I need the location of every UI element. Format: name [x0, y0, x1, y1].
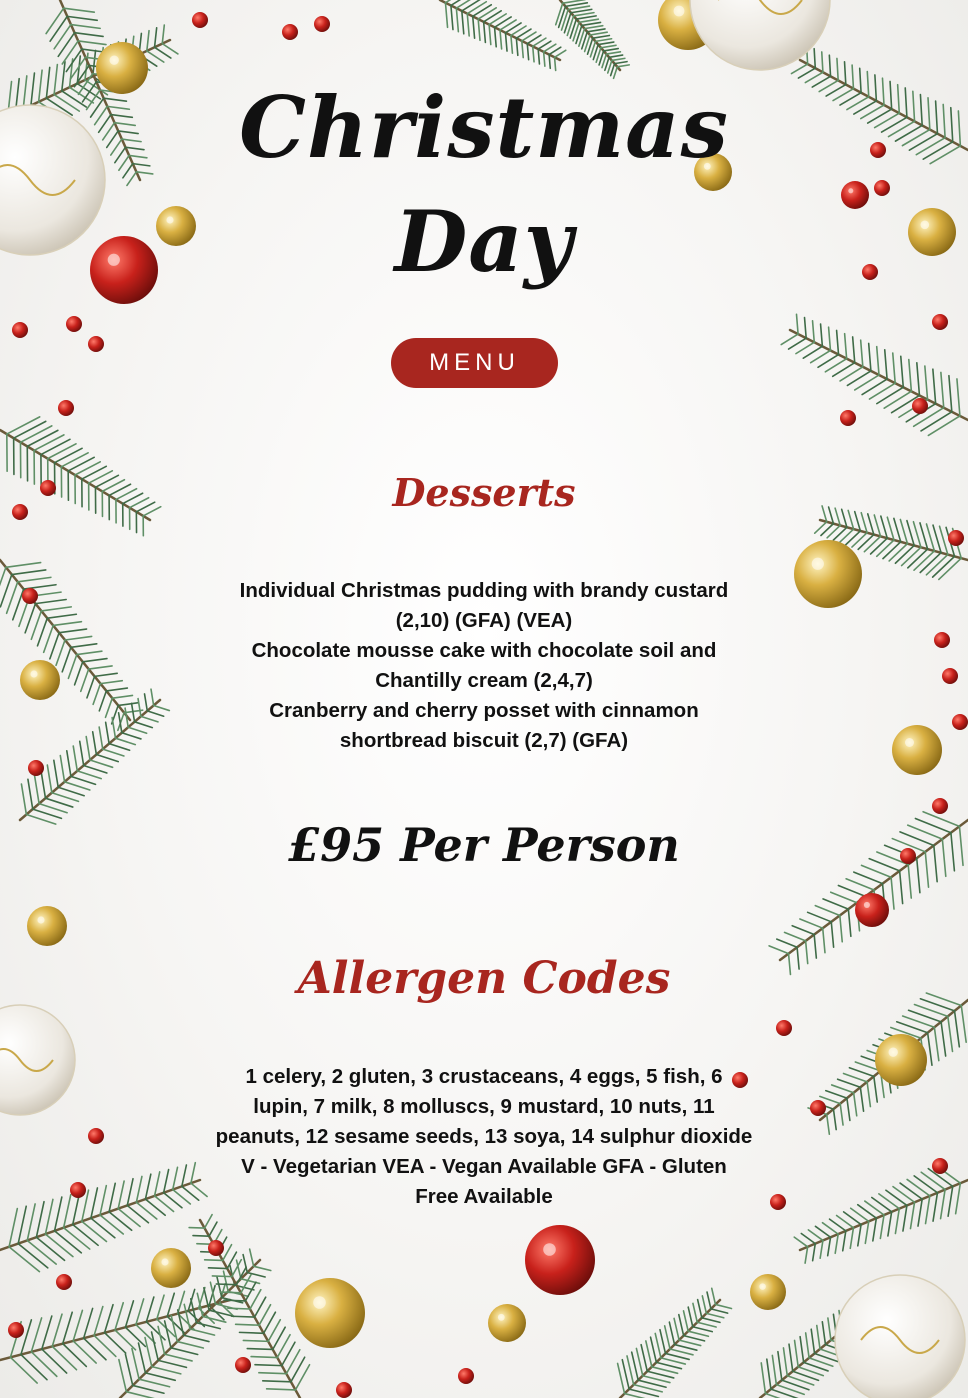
dessert-line: shortbread biscuit (2,7) (GFA): [339, 729, 629, 752]
dessert-line: Cranberry and cherry posset with cinnamon: [269, 699, 699, 722]
dessert-line: (2,10) (GFA) (VEA): [395, 609, 573, 632]
allergen-codes-list: [140, 1062, 828, 1212]
allergen-line: Free Available: [415, 1185, 553, 1208]
dessert-line: Chantilly cream (2,4,7): [375, 669, 593, 692]
desserts-list: [140, 576, 828, 756]
menu-badge: MENU: [391, 338, 558, 388]
allergen-codes-heading: Allergen Codes: [297, 953, 671, 1004]
allergen-line: 1 celery, 2 gluten, 3 crustaceans, 4 eggs, 5 fish, 6: [245, 1065, 723, 1088]
desserts-heading: Desserts: [392, 470, 576, 515]
allergen-line: peanuts, 12 sesame seeds, 13 soya, 14 sulphur dioxide: [215, 1125, 753, 1148]
dessert-line: Chocolate mousse cake with chocolate soil and: [251, 639, 717, 662]
title-day: Day: [394, 192, 574, 291]
title-christmas: Christmas: [239, 78, 729, 177]
price-per-person: £95 Per Person: [288, 818, 680, 872]
dessert-line: Individual Christmas pudding with brandy custard: [239, 579, 729, 602]
allergen-line: V - Vegetarian VEA - Vegan Available GFA - Gluten: [241, 1155, 727, 1178]
allergen-line: lupin, 7 milk, 8 molluscs, 9 mustard, 10 nuts, 11: [253, 1095, 715, 1118]
